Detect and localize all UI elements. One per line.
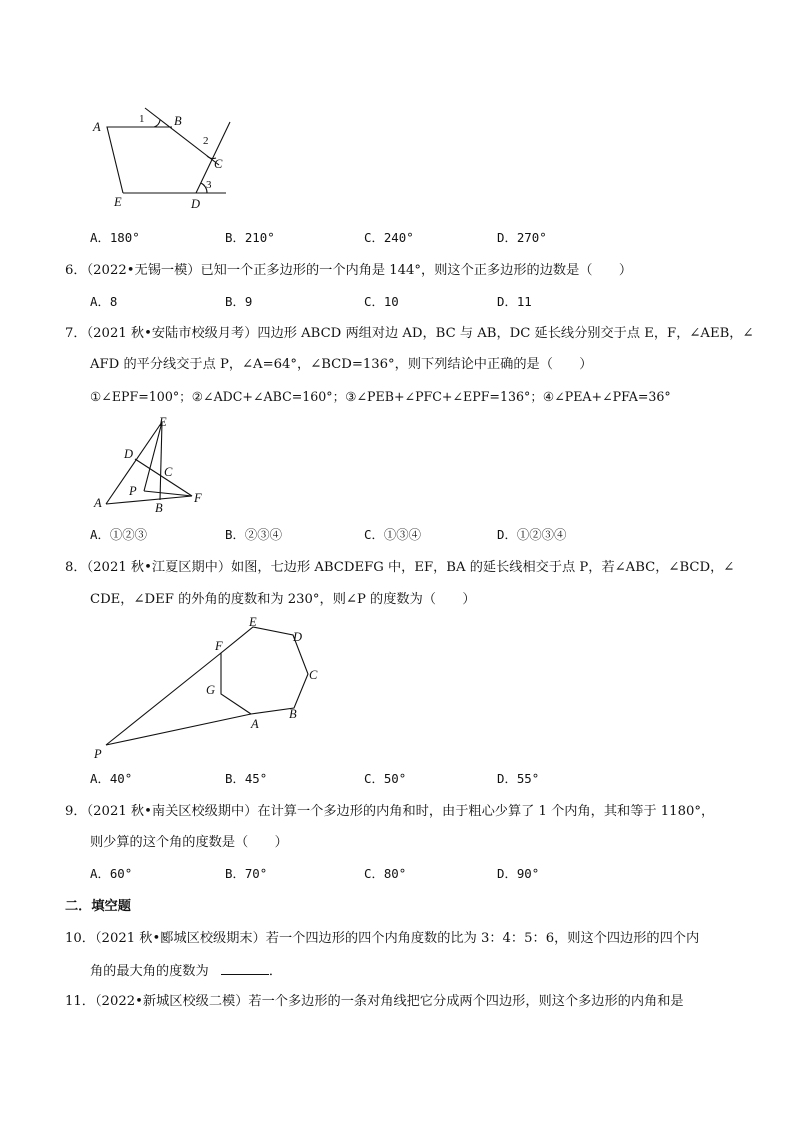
fig7-label-d: D: [124, 447, 134, 461]
fig8-label-c: C: [309, 668, 318, 682]
q6-option-a[interactable]: A．8: [90, 294, 118, 309]
fig7-label-a: A: [94, 496, 102, 510]
fig7-label-e: E: [159, 415, 167, 429]
fig8-label-d: D: [293, 630, 303, 644]
q8-option-d[interactable]: D．55°: [497, 771, 540, 786]
fig5-label-e: E: [114, 195, 122, 209]
q8-option-c[interactable]: C．50°: [364, 771, 407, 786]
q5-option-a[interactable]: A．180°: [90, 230, 140, 245]
q5-option-b[interactable]: B．210°: [225, 230, 275, 245]
q6-option-d[interactable]: D．11: [497, 294, 532, 309]
q9-option-a[interactable]: A．60°: [90, 866, 133, 881]
figure-q7-quadrilateral: [88, 412, 218, 517]
q8-question-line2: CDE，∠DEF 的外角的度数和为 230°，则∠P 的度数为（ ）: [90, 592, 476, 607]
fig5-label-b: B: [174, 114, 182, 128]
fig8-line-pa: [106, 714, 251, 745]
q8-question-line1: 8．（2021 秋•江夏区期中）如图，七边形 ABCDEFG 中，EF，BA 的延长线相交于点 P，若∠ABC，∠BCD，∠: [65, 560, 735, 575]
fig8-label-e: E: [249, 615, 257, 629]
fig5-label-a: A: [93, 120, 101, 134]
fig5-angle-1: 1: [139, 113, 145, 125]
q7-question-line1: 7．（2021 秋•安陆市校级月考）四边形 ABCD 两组对边 AD，BC 与 AB，DC 延长线分别交于点 E，F，∠AEB，∠: [65, 326, 754, 341]
q6-option-c[interactable]: C．10: [364, 294, 399, 309]
figure-q5-pentagon: [88, 100, 248, 215]
fig7-label-b: B: [155, 501, 163, 515]
fig5-arc-1: [154, 120, 160, 127]
fig5-side-ea: [107, 127, 172, 193]
q9-option-b[interactable]: B．70°: [225, 866, 268, 881]
fig5-line-cd-ext: [196, 122, 230, 193]
fig7-line-eb: [160, 422, 162, 500]
fig8-line-pf: [106, 653, 221, 745]
q10-question-line1: 10．（2021 秋•郾城区校级期末）若一个四边形的四个内角度数的比为 3：4：5：6，则这个四边形的四个内: [65, 931, 700, 946]
figure-q8-heptagon: [88, 612, 338, 767]
q6-option-b[interactable]: B．9: [225, 294, 253, 309]
q9-option-c[interactable]: C．80°: [364, 866, 407, 881]
q10-line2-end: ．: [268, 964, 283, 979]
q5-option-c[interactable]: C．240°: [364, 230, 414, 245]
section-fill-in-title: 二．填空题: [65, 899, 131, 914]
fig5-angle-2: 2: [203, 135, 209, 147]
fig8-label-p: P: [94, 747, 102, 761]
q10-question-line2-wrap: [90, 964, 282, 978]
q9-question-line2: 则少算的这个角的度数是（ ）: [90, 835, 288, 850]
fig5-label-d: D: [191, 197, 201, 211]
q8-option-a[interactable]: A．40°: [90, 771, 133, 786]
fig8-label-g: G: [206, 683, 216, 697]
fig7-label-p: P: [129, 484, 137, 498]
q10-question-line2: 角的最大角的度数为: [90, 964, 209, 979]
q7-statements: ①∠EPF=100°；②∠ADC+∠ABC=160°；③∠PEB+∠PFC+∠EPF=136°；④∠PEA+∠PFA=36°: [90, 389, 671, 404]
q9-question-line1: 9．（2021 秋•南关区校级期中）在计算一个多边形的内角和时，由于粗心少算了 1 个内角，其和等于 1180°，: [65, 804, 715, 819]
fig8-label-b: B: [289, 707, 297, 721]
q8-option-b[interactable]: B．45°: [225, 771, 268, 786]
fig7-label-c: C: [164, 465, 173, 479]
q7-option-d[interactable]: D．①②③④: [497, 527, 567, 542]
q9-option-d[interactable]: D．90°: [497, 866, 540, 881]
q7-option-b[interactable]: B．②③④: [225, 527, 283, 542]
fig5-label-c: C: [214, 157, 223, 171]
fig7-line-ep: [144, 422, 162, 491]
fig7-line-af: [106, 496, 192, 504]
fig5-angle-3: 3: [206, 179, 212, 191]
q7-question-line2: AFD 的平分线交于点 P，∠A=64°，∠BCD=136°，则下列结论中正确的是（ ）: [90, 357, 593, 372]
q10-answer-blank[interactable]: [221, 964, 269, 975]
q7-option-a[interactable]: A．①②③: [90, 527, 148, 542]
q11-question-line1: 11．（2022•新城区校级二模）若一个多边形的一条对角线把它分成两个四边形，则这个多边形的内角和是: [65, 994, 684, 1009]
fig8-label-a: A: [251, 717, 259, 731]
fig8-label-f: F: [215, 639, 223, 653]
q5-option-d[interactable]: D．270°: [497, 230, 547, 245]
q6-question: 6．（2022•无锡一模）已知一个正多边形的一个内角是 144°，则这个正多边形的边数是（ ）: [65, 263, 633, 278]
fig7-label-f: F: [194, 491, 202, 505]
q7-option-c[interactable]: C．①③④: [364, 527, 422, 542]
